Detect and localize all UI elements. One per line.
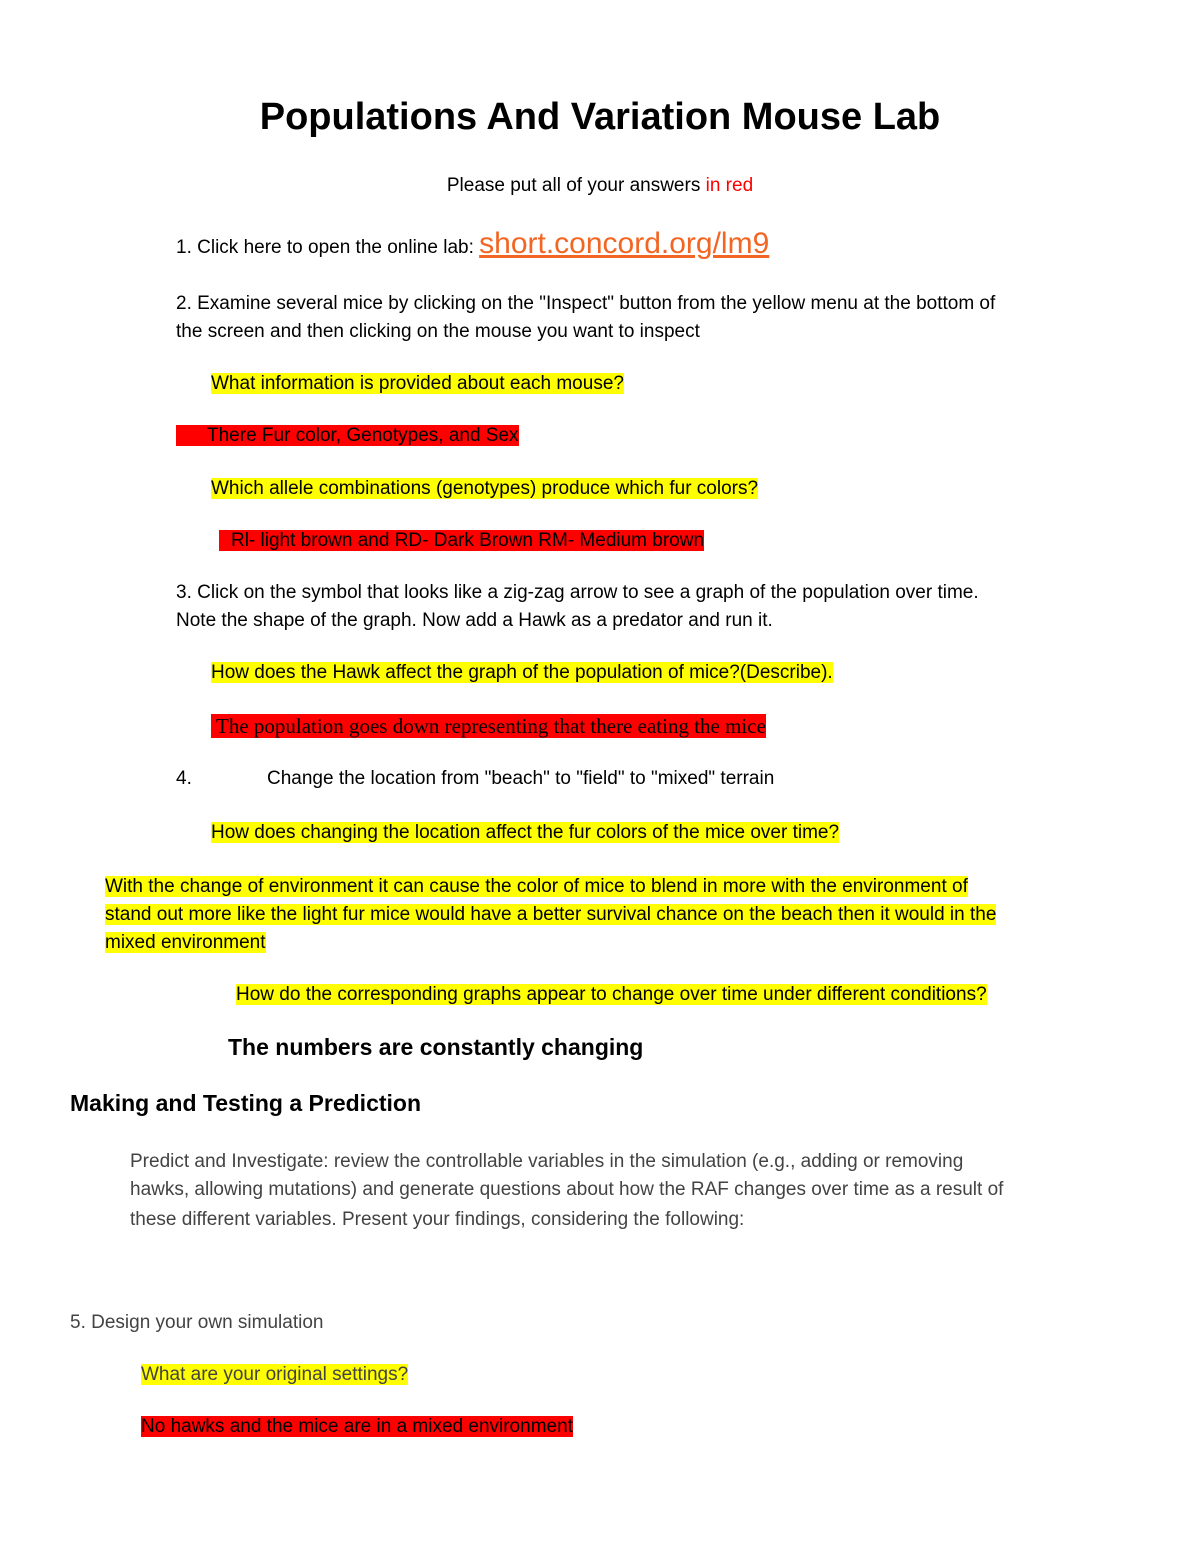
question-3-line-2: Note the shape of the graph. Now add a Hawk as a predator and run it. <box>176 610 773 631</box>
question-1-text: 1. Click here to open the online lab: <box>176 237 480 258</box>
section-para-line-2: hawks, allowing mutations) and generate questions about how the RAF changes over time as a result of <box>130 1179 1004 1200</box>
answer-4b: The numbers are constantly changing <box>228 1034 644 1060</box>
answer-2a: There Fur color, Genotypes, and Sex <box>176 425 519 446</box>
answer-2b: Rl- light brown and RD- Dark Brown RM- Medium brown <box>219 530 704 551</box>
instruction-line <box>0 172 1200 200</box>
question-4-text: Change the location from "beach" to "field" to "mixed" terrain <box>267 768 775 789</box>
instruction-red-text: in red <box>705 175 754 196</box>
question-2-line-2: the screen and then clicking on the mouse you want to inspect <box>176 321 700 342</box>
section-heading: Making and Testing a Prediction <box>70 1090 422 1116</box>
page-title: Populations And Variation Mouse Lab <box>259 96 941 138</box>
question-5a: What are your original settings? <box>141 1364 409 1385</box>
section-para-line-3: these different variables. Present your findings, considering the following: <box>130 1209 745 1230</box>
answer-5a: No hawks and the mice are in a mixed environment <box>141 1416 573 1437</box>
answer-4a-line-1: With the change of environment it can cause the color of mice to blend in more with the environment of <box>105 876 968 897</box>
question-1 <box>176 227 770 262</box>
lab-link[interactable]: short.concord.org/lm9 <box>479 227 770 260</box>
question-3a: How does the Hawk affect the graph of the population of mice?(Describe). <box>211 662 833 683</box>
answer-4a-line-3: mixed environment <box>105 932 266 953</box>
section-para-line-1: Predict and Investigate: review the controllable variables in the simulation (e.g., adding or removing <box>130 1151 964 1172</box>
question-2a: What information is provided about each mouse? <box>211 373 624 394</box>
answer-4a-line-2: stand out more like the light fur mice would have a better survival chance on the beach then it would in the <box>105 904 997 925</box>
question-2-line-1: 2. Examine several mice by clicking on the "Inspect" button from the yellow menu at the bottom of <box>176 293 996 314</box>
question-5-heading: 5. Design your own simulation <box>70 1312 324 1333</box>
question-4-number: 4. <box>176 768 192 789</box>
question-3-line-1: 3. Click on the symbol that looks like a zig-zag arrow to see a graph of the population over time. <box>176 582 979 603</box>
question-4b: How do the corresponding graphs appear to change over time under different conditions? <box>236 984 987 1005</box>
answer-3a: The population goes down representing that there eating the mice <box>211 714 766 738</box>
question-4a: How does changing the location affect the fur colors of the mice over time? <box>211 822 840 843</box>
instruction-text: Please put all of your answers <box>446 175 706 196</box>
question-2b: Which allele combinations (genotypes) produce which fur colors? <box>211 478 759 499</box>
